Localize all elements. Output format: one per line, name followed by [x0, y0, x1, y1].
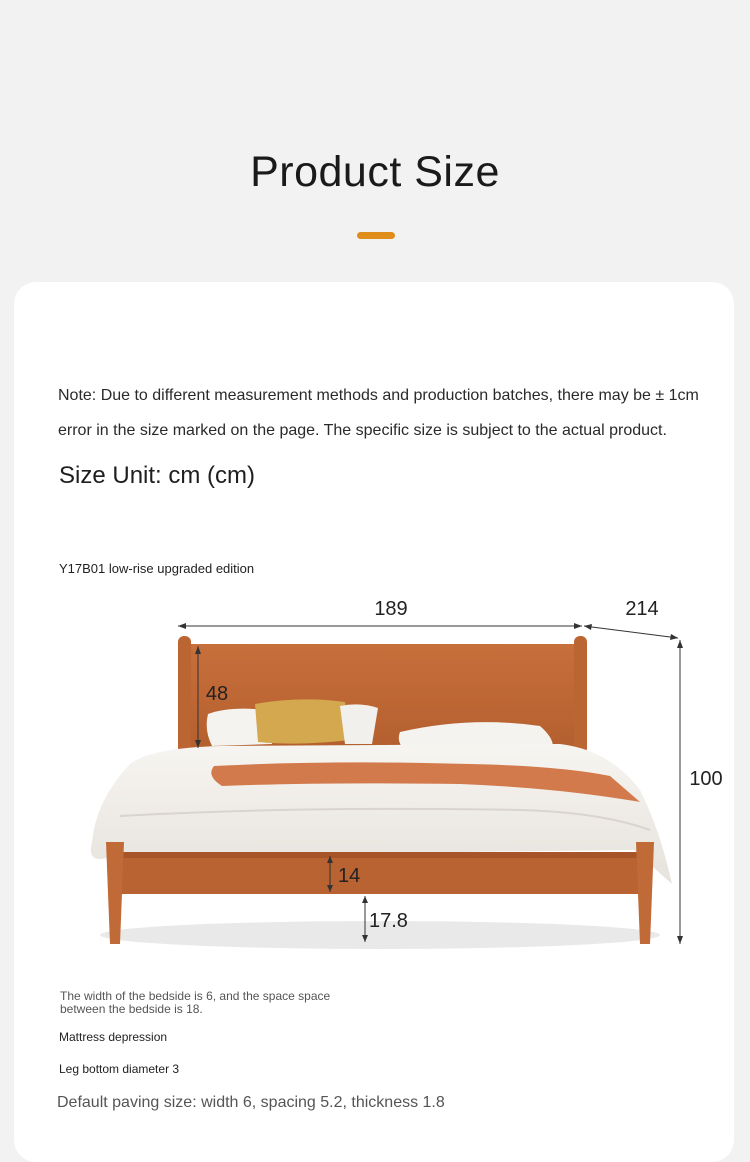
height-arrow-bottom	[677, 936, 683, 944]
headboard-label: 48	[205, 683, 229, 705]
pillow-yellow	[255, 699, 350, 743]
length-label: 214	[625, 598, 659, 620]
height-arrow-top	[677, 640, 683, 648]
size-unit: Size Unit: cm (cm)	[59, 462, 256, 489]
headboard-post-right	[574, 636, 587, 754]
width-arrow-right	[574, 623, 582, 629]
leg-front-left	[106, 842, 124, 944]
width-arrow-left	[178, 623, 186, 629]
clearance-label: 17.8	[369, 910, 408, 932]
paving-footnote: Default paving size: width 6, spacing 5.2, thickness 1.8	[57, 1094, 445, 1111]
pillow-white-center	[340, 704, 378, 744]
title-accent-bar	[357, 232, 395, 239]
length-dimension-line	[584, 626, 678, 638]
measurement-note: Note: Due to different measurement methods and production batches, there may be ± 1cm error in the size marked on the page. The specific size is subject to the actual product.	[58, 387, 699, 439]
mattress-footnote: Mattress depression	[59, 1030, 168, 1044]
length-arrow-left	[584, 624, 592, 630]
page-title: Product Size	[250, 148, 500, 196]
height-label: 100	[689, 768, 723, 790]
bedside-footnote: The width of the bedside is 6, and the space space between the bedside is 18.	[60, 989, 331, 1016]
side-rail	[114, 852, 638, 894]
length-arrow-right	[670, 634, 678, 640]
leg-footnote: Leg bottom diameter 3	[59, 1062, 180, 1076]
bed-dimension-diagram	[0, 580, 750, 960]
rail-label: 14	[338, 865, 361, 887]
model-name: Y17B01 low-rise upgraded edition	[59, 561, 255, 576]
headboard-post-left	[178, 636, 191, 754]
width-label: 189	[374, 598, 408, 620]
side-rail-shade	[114, 852, 638, 858]
clearance-arrow-top	[362, 896, 368, 903]
leg-front-right	[636, 842, 654, 944]
